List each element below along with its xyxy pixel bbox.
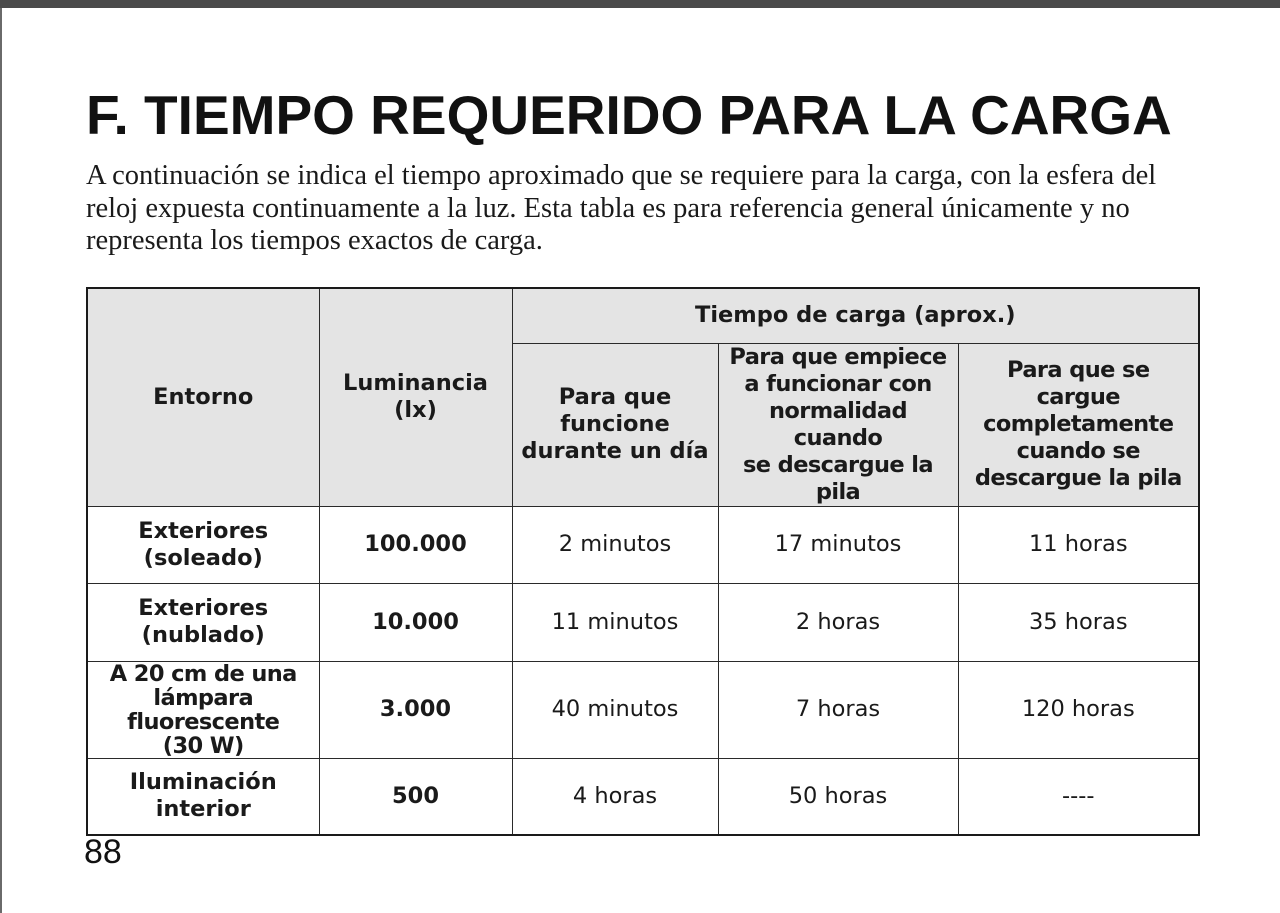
environment-cell bbox=[87, 758, 319, 835]
table-row bbox=[87, 758, 1199, 835]
charging-time-table bbox=[86, 287, 1200, 836]
header-one-day-line: durante un día bbox=[521, 438, 709, 464]
header-one-day bbox=[512, 343, 718, 506]
header-luminance-unit: (lx) bbox=[394, 397, 437, 424]
header-environment-label: Entorno bbox=[153, 383, 254, 410]
intro-paragraph: A continuación se indica el tiempo aproximado que se requiere para la carga, con la esfera del reloj expuesta continuamente a la luz. Esta tabla es para referencia general únicamente y no representa los tiempos exactos de carga. bbox=[86, 160, 1157, 256]
one-day-cell: 11 minutos bbox=[512, 583, 718, 661]
header-normal-line: Para que empiece bbox=[729, 343, 947, 370]
table-row bbox=[87, 661, 1199, 758]
header-charge-time bbox=[512, 288, 1199, 343]
table-row bbox=[87, 506, 1199, 583]
environment-line: (nublado) bbox=[141, 622, 265, 648]
header-one-day-line: funcione bbox=[560, 411, 670, 437]
full-charge-cell: 120 horas bbox=[958, 661, 1199, 758]
one-day-cell: 4 horas bbox=[512, 758, 718, 835]
environment-line: lámpara fluorescente bbox=[127, 684, 280, 735]
header-charge-time-label: Tiempo de carga (aprox.) bbox=[694, 302, 1016, 329]
full-charge-cell: ---- bbox=[958, 758, 1199, 835]
normal-operation-cell: 7 horas bbox=[718, 661, 958, 758]
environment-line: Exteriores bbox=[138, 517, 269, 544]
header-full-line: completamente bbox=[983, 411, 1174, 437]
header-normal-line: normalidad cuando bbox=[768, 397, 908, 451]
environment-line: (30 W) bbox=[162, 732, 244, 759]
environment-line: interior bbox=[155, 796, 251, 823]
header-one-day-line: Para que bbox=[558, 384, 672, 410]
header-full-line: Para que se cargue bbox=[1007, 357, 1150, 410]
luminance-cell: 100.000 bbox=[319, 506, 512, 583]
header-full-line: descargue la pila bbox=[974, 465, 1182, 491]
header-normal-operation bbox=[718, 343, 958, 506]
top-border bbox=[0, 0, 1280, 8]
table-row bbox=[87, 583, 1199, 661]
environment-line: (soleado) bbox=[143, 544, 263, 571]
one-day-cell: 2 minutos bbox=[512, 506, 718, 583]
header-full-charge bbox=[958, 343, 1199, 506]
environment-line: Exteriores bbox=[138, 595, 269, 621]
luminance-cell: 500 bbox=[319, 758, 512, 835]
environment-cell bbox=[87, 506, 319, 583]
header-luminance bbox=[319, 288, 512, 506]
header-row-top bbox=[87, 288, 1199, 343]
header-environment bbox=[87, 288, 319, 506]
normal-operation-cell: 17 minutos bbox=[718, 506, 958, 583]
environment-line: Iluminación bbox=[129, 769, 277, 796]
environment-cell bbox=[87, 661, 319, 758]
page-number: 88 bbox=[84, 833, 122, 871]
luminance-cell: 3.000 bbox=[319, 661, 512, 758]
full-charge-cell: 11 horas bbox=[958, 506, 1199, 583]
header-normal-line: se descargue la pila bbox=[743, 451, 933, 505]
normal-operation-cell: 50 horas bbox=[718, 758, 958, 835]
header-full-line: cuando se bbox=[1016, 438, 1140, 464]
header-normal-line: a funcionar con bbox=[744, 370, 932, 397]
luminance-cell: 10.000 bbox=[319, 583, 512, 661]
one-day-cell: 40 minutos bbox=[512, 661, 718, 758]
page-title: F. TIEMPO REQUERIDO PARA LA CARGA bbox=[86, 84, 1172, 146]
left-border bbox=[0, 8, 2, 913]
header-luminance-line: Luminancia bbox=[343, 370, 488, 397]
normal-operation-cell: 2 horas bbox=[718, 583, 958, 661]
environment-cell bbox=[87, 583, 319, 661]
environment-line: A 20 cm de una bbox=[109, 660, 297, 687]
full-charge-cell: 35 horas bbox=[958, 583, 1199, 661]
